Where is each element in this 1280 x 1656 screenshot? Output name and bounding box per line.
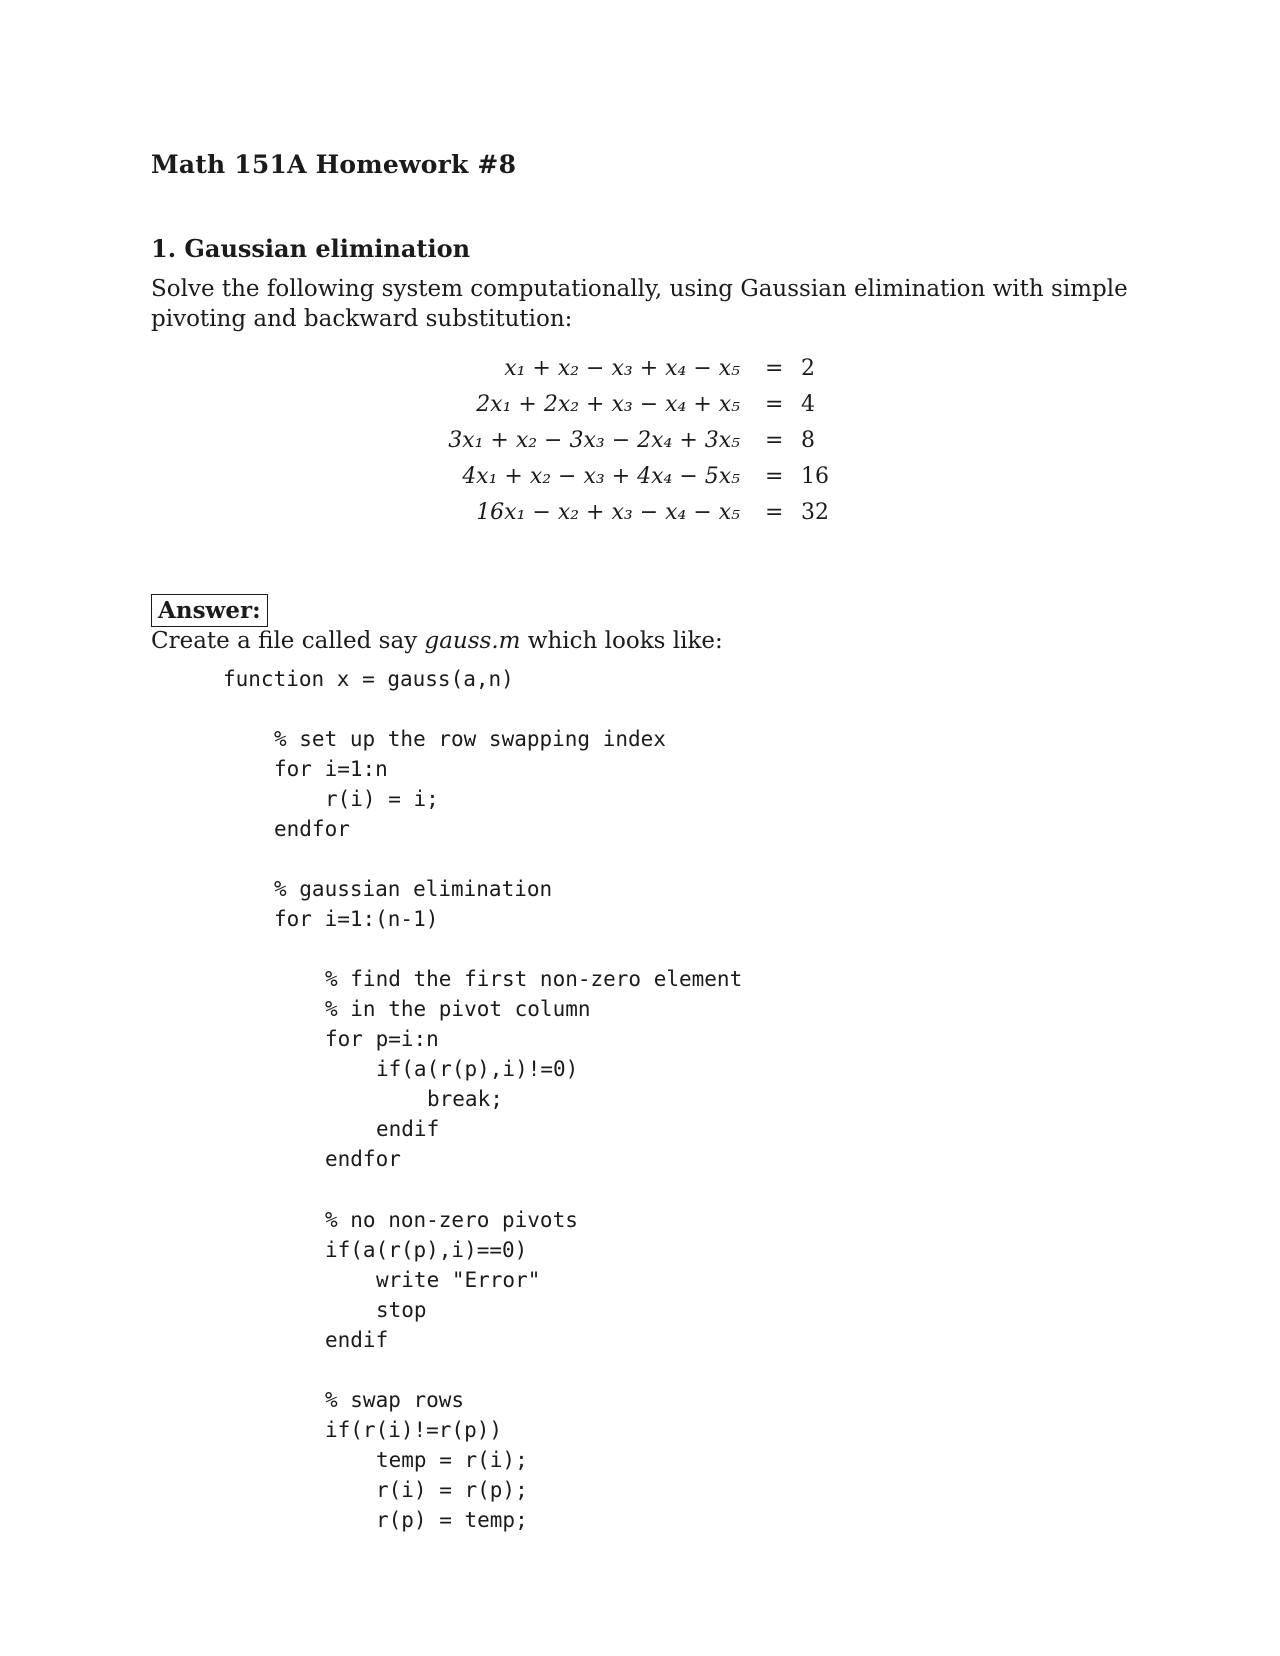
equation-row [0, 356, 1280, 392]
code-line: endfor [274, 817, 350, 841]
code-line: for p=i:n [325, 1027, 439, 1051]
equals-sign: = [765, 356, 784, 381]
answer-intro-suffix: which looks like: [520, 628, 723, 654]
code-line: % no non-zero pivots [325, 1208, 578, 1232]
code-line: function x = gauss(a,n) [223, 667, 514, 691]
problem-statement: Solve the following system computationally, using Gaussian elimination with simple pivoting and backward substitution: [151, 276, 1128, 332]
equals-sign: = [765, 392, 784, 417]
code-line: % swap rows [325, 1388, 465, 1412]
equals-sign: = [765, 428, 784, 453]
equation-rhs: 16 [801, 464, 829, 489]
code-line: write "Error" [376, 1268, 541, 1292]
equation-row [0, 500, 1280, 536]
code-line: for i=1:n [274, 757, 388, 781]
code-line: if(r(i)!=r(p)) [325, 1418, 503, 1442]
code-line: % in the pivot column [325, 997, 591, 1021]
code-line: % set up the row swapping index [274, 727, 666, 751]
equation-rhs: 2 [801, 356, 815, 381]
code-line: break; [427, 1087, 503, 1111]
equation-rhs: 32 [801, 500, 829, 525]
equation-lhs: 16x₁ − x₂ + x₃ − x₄ − x₅ [476, 500, 740, 525]
code-line: % gaussian elimination [274, 877, 553, 901]
code-line: % find the first non-zero element [325, 967, 743, 991]
equals-sign: = [765, 500, 784, 525]
equation-lhs: x₁ + x₂ − x₃ + x₄ − x₅ [504, 356, 740, 381]
equation-rhs: 4 [801, 392, 815, 417]
answer-label: Answer: [151, 594, 268, 627]
section-heading: 1. Gaussian elimination [151, 234, 471, 263]
equation-row [0, 464, 1280, 500]
equation-lhs: 4x₁ + x₂ − x₃ + 4x₄ − 5x₅ [462, 464, 740, 489]
equation-rhs: 8 [801, 428, 815, 453]
answer-intro-prefix: Create a file called say [151, 628, 425, 654]
equation-lhs: 3x₁ + x₂ − 3x₃ − 2x₄ + 3x₅ [448, 428, 740, 453]
code-line: if(a(r(p),i)!=0) [376, 1057, 579, 1081]
answer-intro [151, 626, 723, 656]
code-line: r(p) = temp; [376, 1508, 528, 1532]
code-line: stop [376, 1298, 427, 1322]
equals-sign: = [765, 464, 784, 489]
equation-row [0, 392, 1280, 428]
code-line: endif [376, 1117, 440, 1141]
equation-row [0, 428, 1280, 464]
code-line: for i=1:(n-1) [274, 907, 439, 931]
code-line: r(i) = r(p); [376, 1478, 528, 1502]
code-line: endif [325, 1328, 389, 1352]
code-line: r(i) = i; [325, 787, 439, 811]
code-line: temp = r(i); [376, 1448, 528, 1472]
answer-filename: gauss.m [424, 628, 521, 654]
code-line: endfor [325, 1147, 401, 1171]
equation-lhs: 2x₁ + 2x₂ + x₃ − x₄ + x₅ [476, 392, 740, 417]
document-title: Math 151A Homework #8 [151, 150, 517, 179]
code-line: if(a(r(p),i)==0) [325, 1238, 528, 1262]
